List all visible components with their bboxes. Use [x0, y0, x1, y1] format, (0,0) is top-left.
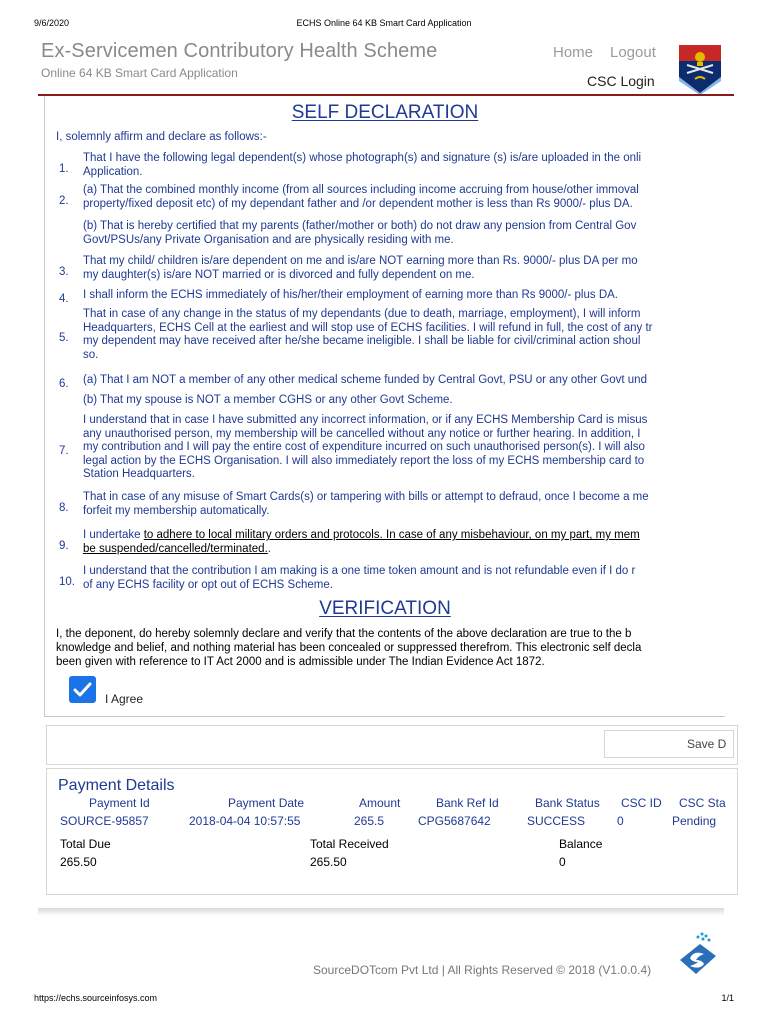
cell-csc-id: 0 — [617, 814, 624, 828]
declaration-line: Application. — [83, 165, 143, 178]
declaration-line: any unauthorised person, my membership will be cancelled without any notice or further hearing. In addition, I — [83, 427, 641, 440]
col-amount: Amount — [359, 796, 401, 810]
declaration-item-text — [83, 184, 639, 211]
declaration-line: forfeit my membership automatically. — [83, 504, 270, 517]
declaration-line: property/fixed deposit etc) of my dependant father and /or dependent mother is less than Rs 9000/- plus DA. — [83, 197, 633, 210]
cell-bank-status: SUCCESS — [527, 814, 586, 828]
declaration-line: (b) That my spouse is NOT a member CGHS or any other Govt Scheme. — [83, 394, 453, 406]
total-due-value: 265.50 — [60, 855, 97, 869]
military-orders-link[interactable]: to adhere to local military orders and protocols. In case of any misbehaviour, on my part, my mem — [143, 529, 640, 541]
sourcedotcom-logo-icon — [672, 930, 722, 985]
balance-value: 0 — [559, 855, 566, 869]
declaration-item-text — [83, 565, 635, 592]
declaration-line: my dependent may have received after he/she became ineligible. I shall be liable for civil/criminal action shoul — [83, 335, 641, 347]
declaration-line — [83, 543, 640, 557]
logout-link[interactable]: Logout — [610, 44, 656, 61]
total-received-value: 265.50 — [310, 855, 347, 869]
print-url: https://echs.sourceinfosys.com — [34, 993, 158, 1003]
declaration-line: so. — [83, 348, 99, 361]
col-csc-id: CSC ID — [621, 796, 662, 810]
declaration-line: (b) That is hereby certified that my parents (father/mother or both) do not draw any pension from Central Gov — [83, 220, 637, 232]
declaration-line: I understand that in case I have submitted any incorrect information, or if any ECHS Membership Card is misus — [83, 414, 648, 426]
declaration-item-text — [83, 152, 641, 179]
declaration-item-text — [83, 374, 647, 388]
declaration-item-number: 8. — [59, 501, 69, 514]
total-due-label: Total Due — [60, 837, 111, 851]
col-payment-id: Payment Id — [89, 796, 150, 810]
payment-details-title: Payment Details — [58, 777, 175, 794]
declaration-item-number: 9. — [59, 539, 69, 552]
verification-text — [56, 627, 725, 669]
declaration-item-number: 6. — [59, 378, 69, 390]
declaration-line: That my child/ children is/are dependent on me and is/are NOT earning more than Rs. 9000/- plus DA per mo — [83, 255, 638, 267]
declaration-line: (a) That I am NOT a member of any other medical scheme funded by Central Govt, PSU or any other Govt und — [83, 374, 647, 386]
save-button[interactable]: Save D — [604, 730, 734, 758]
declaration-panel — [44, 96, 725, 717]
checkmark-icon — [72, 679, 93, 700]
verification-line: knowledge and belief, and nothing material has been concealed or suppressed therefrom. This electronic self decla — [56, 642, 642, 654]
declaration-line: I shall inform the ECHS immediately of his/her/their employment of earning more than Rs 9000/- plus DA. — [83, 289, 618, 301]
total-received-label: Total Received — [310, 837, 389, 851]
declaration-line: That in case of any change in the status of my dependants (due to death, marriage, employment), I will inform — [83, 308, 641, 320]
col-payment-date: Payment Date — [228, 796, 305, 810]
declaration-item-text — [83, 529, 640, 556]
payment-details-panel — [46, 768, 738, 895]
military-orders-link[interactable]: be suspended/cancelled/terminated. — [83, 542, 268, 555]
declaration-item-text — [83, 220, 636, 247]
declaration-item-text — [83, 491, 649, 518]
col-bank-status: Bank Status — [535, 796, 600, 810]
cell-bank-ref-id: CPG5687642 — [418, 814, 491, 828]
declaration-line: my daughter(s) is/are NOT married or is divorced and fully dependent on me. — [83, 268, 475, 281]
page-bottom-shadow — [38, 908, 724, 916]
declaration-intro: I, solemnly affirm and declare as follows:- — [56, 131, 267, 143]
declaration-item-number: 3. — [59, 265, 69, 278]
declaration-line: of any ECHS facility or opt out of ECHS Scheme. — [83, 578, 333, 591]
declaration-item-number: 10. — [59, 575, 75, 588]
declaration-item-text — [83, 308, 653, 362]
declaration-line: Station Headquarters. — [83, 468, 195, 480]
declaration-line: legal action by the ECHS Organisation. I will also immediately report the loss of my ECHS membership card to — [83, 454, 645, 467]
cell-amount: 265.5 — [354, 814, 385, 828]
declaration-item-number: 4. — [59, 293, 69, 305]
agree-label: I Agree — [105, 692, 144, 706]
declaration-suffix: . — [267, 542, 271, 555]
balance-label: Balance — [559, 837, 603, 851]
home-link[interactable]: Home — [553, 44, 594, 61]
declaration-line — [83, 529, 640, 543]
declaration-line: Headquarters, ECHS Cell at the earliest and will stop use of ECHS facilities. I will refund in full, the cost of any tr — [83, 321, 653, 334]
declaration-line: Govt/PSUs/any Private Organisation and are physically residing with me. — [83, 233, 454, 246]
declaration-item-number: 2. — [59, 194, 69, 207]
print-date: 9/6/2020 — [34, 18, 70, 28]
agree-checkbox[interactable] — [69, 676, 96, 703]
declaration-line: (a) That the combined monthly income (from all sources including income accruing from house/other immoval — [83, 184, 639, 196]
csc-login-link[interactable]: CSC Login — [587, 73, 655, 89]
declaration-line: I understand that the contribution I am making is a one time token amount and is not refundable even if I do r — [83, 565, 636, 577]
site-subtitle: Online 64 KB Smart Card Application — [41, 66, 238, 80]
declaration-line: That I have the following legal dependent(s) whose photograph(s) and signature (s) is/are uploaded in the onli — [83, 152, 642, 164]
print-title: ECHS Online 64 KB Smart Card Application — [296, 18, 472, 28]
declaration-line: That in case of any misuse of Smart Cards(s) or tampering with bills or attempt to defraud, once I become a me — [83, 491, 649, 503]
self-declaration-title: SELF DECLARATION — [291, 102, 479, 123]
declaration-prefix: I undertake — [83, 529, 144, 541]
cell-csc-status: Pending — [672, 814, 717, 828]
declaration-item-text — [83, 414, 647, 482]
declaration-item-number: 5. — [59, 332, 69, 345]
col-bank-ref-id: Bank Ref Id — [436, 796, 499, 810]
print-page-number: 1/1 — [721, 993, 734, 1003]
cell-payment-date: 2018-04-04 10:57:55 — [189, 814, 301, 828]
declaration-item-number: 7. — [59, 445, 69, 457]
verification-title: VERIFICATION — [319, 598, 451, 619]
verification-line: I, the deponent, do hereby solemnly declare and verify that the contents of the above declaration are true to the b — [56, 628, 632, 640]
col-csc-status: CSC Sta — [679, 796, 726, 810]
footer-copyright: SourceDOTcom Pvt Ltd | All Rights Reserved © 2018 (V1.0.0.4) — [313, 963, 652, 977]
declaration-line: my contribution and I will pay the entire cost of expenditure incurred on such unauthorised person(s). I will also — [83, 441, 645, 453]
declaration-item-number: 1. — [59, 162, 69, 175]
cell-payment-id: SOURCE-95857 — [60, 814, 149, 828]
declaration-item-text — [83, 255, 638, 282]
site-title: Ex-Servicemen Contributory Health Scheme — [41, 40, 438, 62]
declaration-item-text — [83, 289, 618, 303]
declaration-item-text — [83, 394, 453, 408]
verification-line: been given with reference to IT Act 2000 and is admissible under The Indian Evidence Act 1872. — [56, 656, 545, 668]
army-emblem-icon — [677, 43, 723, 95]
